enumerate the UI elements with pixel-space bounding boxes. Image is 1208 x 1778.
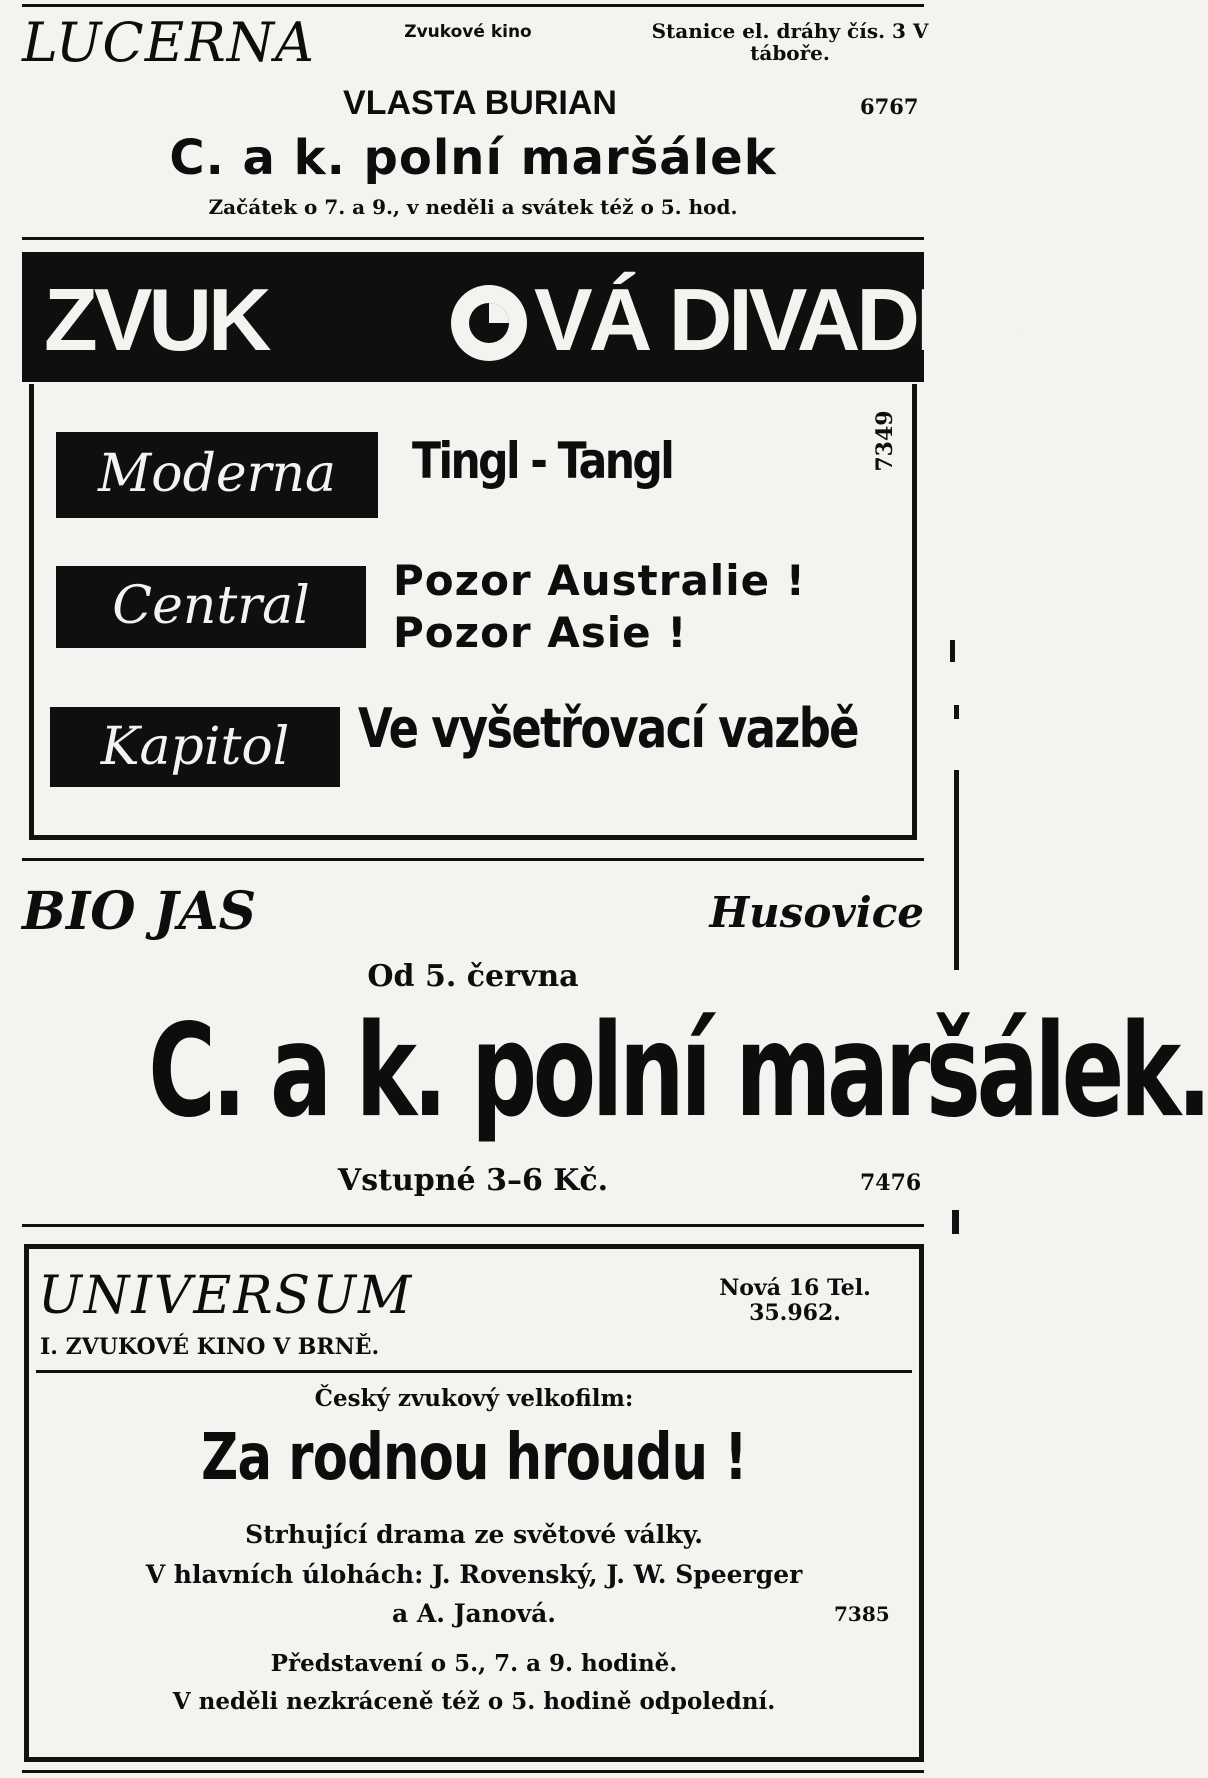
universum-description: Strhující drama ze světové války. (245, 1520, 703, 1549)
lucerna-tram-stop: Stanice el. dráhy čís. 3 V táboře. (651, 19, 929, 65)
biojas-start-date: Od 5. června (367, 959, 579, 994)
universum-divider (36, 1370, 912, 1373)
film-reel-o-icon (446, 280, 532, 366)
lucerna-actor: VLASTA BURIAN (343, 84, 617, 122)
biojas-admission: Vstupné 3–6 Kč. (337, 1163, 609, 1198)
universum-sunday-showtimes: V neděli nezkráceně též o 5. hodině odpolední. (172, 1688, 776, 1715)
central-film-title-line1: Pozor Australie ! (393, 556, 806, 605)
universum-kicker: Český zvukový velkofilm: (314, 1385, 634, 1412)
lucerna-ad-number: 6767 (860, 94, 919, 119)
lucerna-bottom-rule (22, 237, 924, 240)
bottom-rule (22, 1770, 924, 1773)
universum-ad-number: 7385 (834, 1602, 890, 1626)
biojas-ad-number: 7476 (860, 1170, 922, 1196)
edge-speck (954, 770, 959, 970)
lucerna-kino-label: Zvukové kino (404, 22, 532, 42)
central-film-title-line2: Pozor Asie ! (393, 608, 688, 657)
lucerna-cinema-name: LUCERNA (22, 11, 316, 74)
universum-address: Nová 16 Tel. 35.962. (719, 1275, 871, 1326)
zvukova-banner-text-right: VÁ DIVADLA (534, 270, 1026, 369)
lucerna-showtimes: Začátek o 7. a 9., v neděli a svátek též o 5. hod. (208, 195, 738, 219)
biojas-bottom-rule (22, 1224, 924, 1227)
biojas-location: Husovice (709, 888, 924, 937)
universum-cast-line1: V hlavních úlohách: J. Rovenský, J. W. Speerger (145, 1560, 803, 1589)
zvukova-ad-number: 7349 (872, 410, 898, 472)
edge-speck (950, 640, 955, 662)
top-rule (22, 4, 924, 7)
zvukova-banner-text-left: ZVUK (44, 270, 268, 369)
biojas-cinema-name: BIO JAS (22, 881, 257, 942)
biojas-film-title: C. a k. polní maršálek. (148, 997, 1208, 1146)
universum-film-title: Za rodnou hroudu ! (201, 1421, 747, 1495)
moderna-logo: Moderna (56, 432, 378, 518)
zvukova-bottom-rule (22, 858, 924, 861)
lucerna-film-title: C. a k. polní maršálek (169, 130, 777, 186)
edge-speck (954, 705, 959, 719)
kapitol-logo: Kapitol (50, 707, 340, 787)
moderna-film-title: Tingl - Tangl (412, 432, 673, 490)
edge-speck (952, 1210, 959, 1234)
universum-showtimes: Představení o 5., 7. a 9. hodině. (270, 1650, 678, 1677)
universum-subtitle: I. ZVUKOVÉ KINO V BRNĚ. (40, 1334, 380, 1360)
central-logo: Central (56, 566, 366, 648)
universum-cast-line2: a A. Janová. (391, 1599, 556, 1628)
universum-cinema-name: UNIVERSUM (38, 1266, 414, 1326)
kapitol-film-title: Ve vyšetřovací vazbě (358, 697, 858, 760)
